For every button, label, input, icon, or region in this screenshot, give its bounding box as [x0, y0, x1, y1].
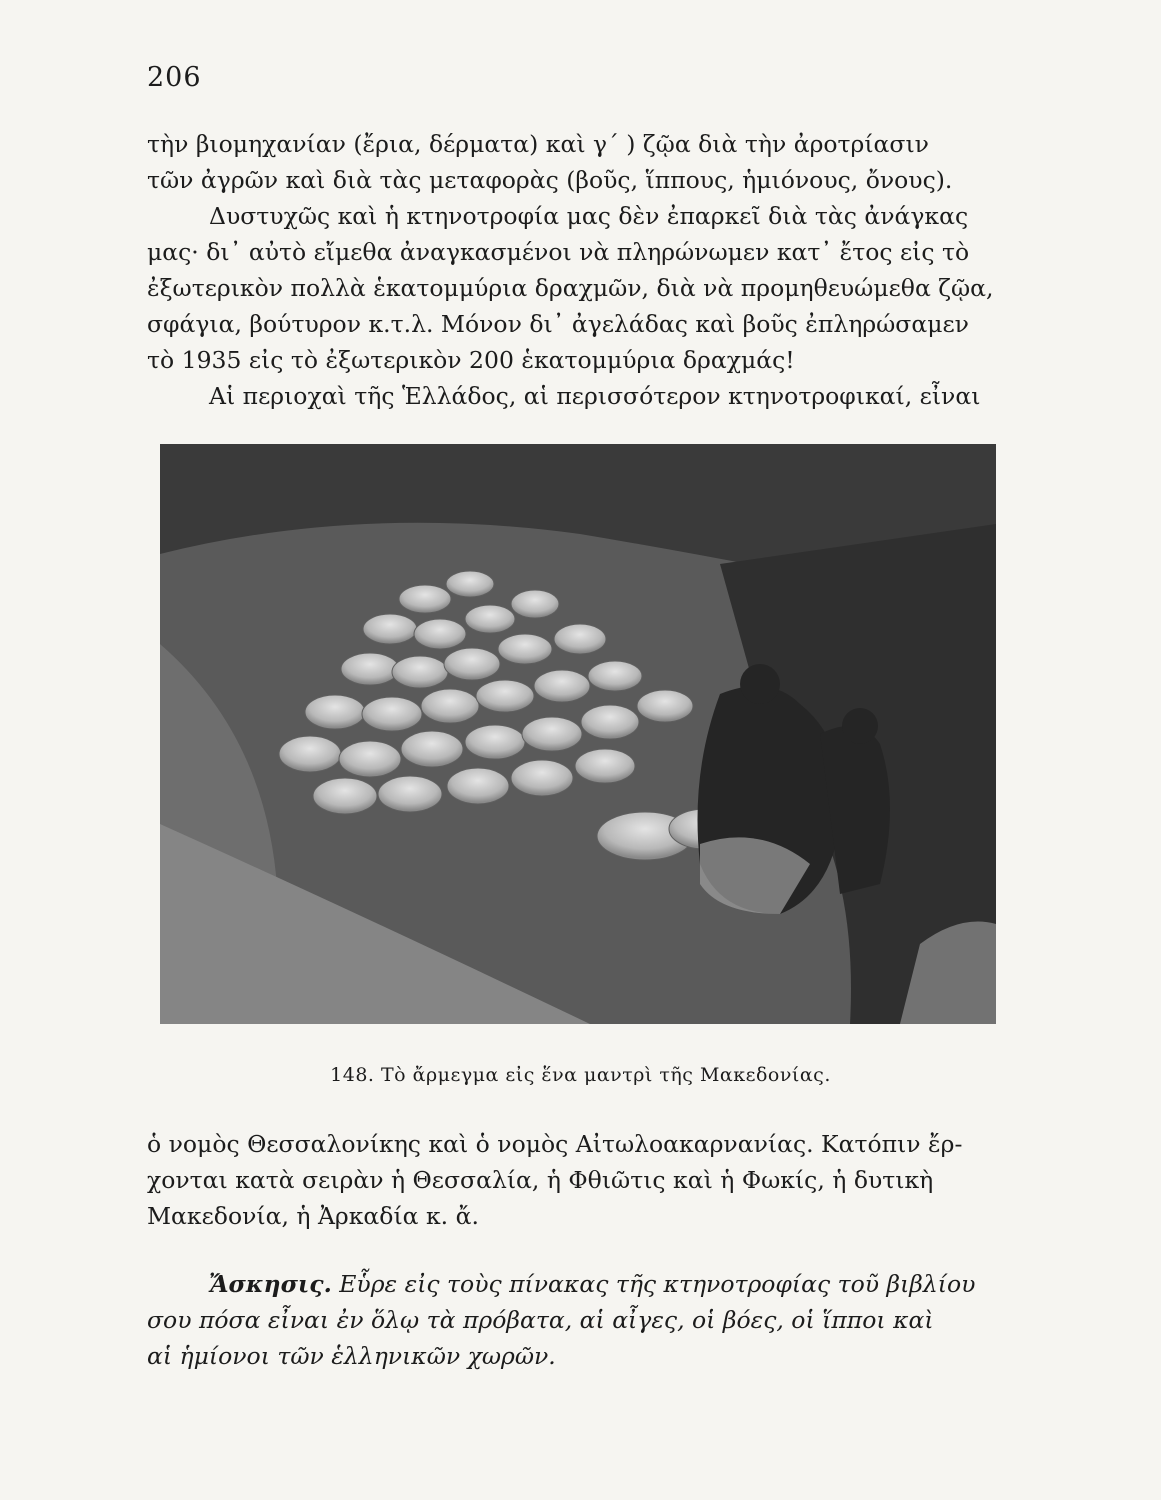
paragraph-regions	[147, 1126, 995, 1234]
photo-caption: 148. Τὸ ἄρμεγμα εἰς ἕνα μαντρὶ τῆς Μακεδονίας.	[330, 1064, 831, 1086]
text-line: τὸ 1935 εἰς τὸ ἐξωτερικὸν 200 ἑκατομμύρια δραχμάς!	[147, 346, 795, 374]
exercise-line: σου πόσα εἶναι ἐν ὅλῳ τὰ πρόβατα, αἱ αἶγες, οἱ βόες, οἱ ἵπποι καὶ	[147, 1306, 934, 1334]
text-line: τῶν ἀγρῶν καὶ διὰ τὰς μεταφορὰς (βοῦς, ἵππους, ἡμιόνους, ὄνους).	[147, 166, 953, 194]
text-line: Δυστυχῶς καὶ ἡ κτηνοτροφία μας δὲν ἐπαρκεῖ διὰ τὰς ἀνάγκας	[209, 202, 969, 230]
exercise-text: Εὗρε εἰς τοὺς πίνακας τῆς κτηνοτροφίας τοῦ βιβλίου	[339, 1270, 976, 1298]
paragraph-livestock	[147, 126, 995, 414]
text-line: σφάγια, βούτυρον κ.τ.λ. Μόνον δι᾿ ἀγελάδας καὶ βοῦς ἐπληρώσαμεν	[147, 310, 969, 338]
exercise-label: Ἄσκησις.	[209, 1270, 332, 1298]
page-number: 206	[147, 62, 202, 93]
sheep-milking-photo	[160, 444, 996, 1024]
text-line: Μακεδονία, ἡ Ἀρκαδία κ. ἄ.	[147, 1202, 479, 1230]
exercise-line	[147, 1266, 995, 1302]
text-line: ἐξωτερικὸν πολλὰ ἑκατομμύρια δραχμῶν, διὰ νὰ προμηθευώμεθα ζῷα,	[147, 274, 994, 302]
exercise	[147, 1266, 995, 1374]
text-line: τὴν βιομηχανίαν (ἔρια, δέρματα) καὶ γ΄ ) ζῷα διὰ τὴν ἀροτρίασιν	[147, 130, 929, 158]
photo-illustration	[160, 444, 996, 1024]
text-line: Αἱ περιοχαὶ τῆς Ἑλλάδος, αἱ περισσότερον κτηνοτροφικαί, εἶναι	[209, 382, 981, 410]
text-line: μας· δι᾿ αὐτὸ εἴμεθα ἀναγκασμένοι νὰ πληρώνωμεν κατ᾿ ἔτος εἰς τὸ	[147, 238, 970, 266]
exercise-line: αἱ ἡμίονοι τῶν ἑλληνικῶν χωρῶν.	[147, 1342, 556, 1370]
text-line: χονται κατὰ σειρὰν ἡ Θεσσαλία, ἡ Φθιῶτις καὶ ἡ Φωκίς, ἡ δυτικὴ	[147, 1166, 934, 1194]
text-line: ὁ νομὸς Θεσσαλονίκης καὶ ὁ νομὸς Αἰτωλοακαρνανίας. Κατόπιν ἔρ-	[147, 1130, 963, 1158]
